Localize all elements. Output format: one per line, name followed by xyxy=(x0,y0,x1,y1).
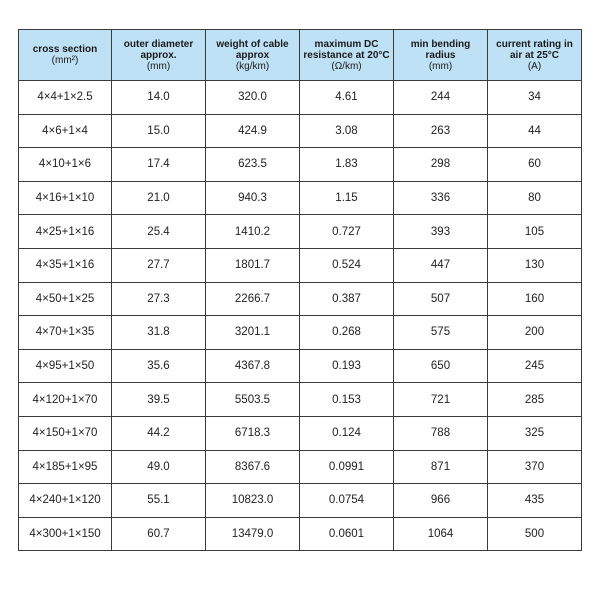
cell-cross-section: 4×240+1×120 xyxy=(19,484,112,518)
header-dc-resistance xyxy=(300,30,394,81)
cell-dc-resistance: 0.153 xyxy=(300,383,394,417)
header-title: weight of cable approx xyxy=(216,38,289,61)
table-row xyxy=(19,282,582,316)
cell-cross-section: 4×185+1×95 xyxy=(19,450,112,484)
cell-dc-resistance: 3.08 xyxy=(300,114,394,148)
header-unit: (mm²) xyxy=(51,55,79,66)
cell-weight: 1410.2 xyxy=(206,215,300,249)
cell-current-rating: 60 xyxy=(488,148,582,182)
cell-weight: 4367.8 xyxy=(206,349,300,383)
cable-spec-table-container xyxy=(18,29,581,551)
header-title: outer diameter approx. xyxy=(123,38,194,61)
header-bending-radius xyxy=(394,30,488,81)
table-header xyxy=(19,30,582,81)
cell-current-rating: 130 xyxy=(488,248,582,282)
cell-current-rating: 200 xyxy=(488,316,582,350)
table-row xyxy=(19,383,582,417)
cell-weight: 13479.0 xyxy=(206,517,300,551)
cell-weight: 940.3 xyxy=(206,181,300,215)
cell-weight: 10823.0 xyxy=(206,484,300,518)
header-title: current rating in air at 25°C xyxy=(496,38,573,61)
cell-cross-section: 4×4+1×2.5 xyxy=(19,81,112,115)
cell-current-rating: 245 xyxy=(488,349,582,383)
cell-outer-diameter: 60.7 xyxy=(112,517,206,551)
header-title: maximum DC resistance at 20°C xyxy=(303,38,390,61)
cell-outer-diameter: 21.0 xyxy=(112,181,206,215)
cell-dc-resistance: 0.268 xyxy=(300,316,394,350)
cell-cross-section: 4×10+1×6 xyxy=(19,148,112,182)
cell-dc-resistance: 0.524 xyxy=(300,248,394,282)
cell-bending-radius: 966 xyxy=(394,484,488,518)
cell-outer-diameter: 39.5 xyxy=(112,383,206,417)
cell-outer-diameter: 17.4 xyxy=(112,148,206,182)
table-row xyxy=(19,215,582,249)
cell-dc-resistance: 0.193 xyxy=(300,349,394,383)
table-row xyxy=(19,517,582,551)
header-cross-section xyxy=(19,30,112,81)
cell-dc-resistance: 0.0601 xyxy=(300,517,394,551)
cell-bending-radius: 263 xyxy=(394,114,488,148)
cell-bending-radius: 575 xyxy=(394,316,488,350)
header-unit: (A) xyxy=(527,60,542,72)
table-row xyxy=(19,416,582,450)
cell-current-rating: 80 xyxy=(488,181,582,215)
cell-current-rating: 105 xyxy=(488,215,582,249)
cell-weight: 3201.1 xyxy=(206,316,300,350)
header-row xyxy=(19,30,582,81)
header-unit: (kg/km) xyxy=(235,60,270,72)
table-row xyxy=(19,81,582,115)
cell-weight: 6718.3 xyxy=(206,416,300,450)
cell-bending-radius: 447 xyxy=(394,248,488,282)
table-body xyxy=(19,81,582,551)
cell-current-rating: 325 xyxy=(488,416,582,450)
cell-cross-section: 4×35+1×16 xyxy=(19,248,112,282)
table-row xyxy=(19,181,582,215)
table-row xyxy=(19,114,582,148)
header-unit: (Ω/km) xyxy=(331,60,362,72)
header-unit: (mm) xyxy=(146,60,171,72)
table-row xyxy=(19,316,582,350)
cell-cross-section: 4×300+1×150 xyxy=(19,517,112,551)
cell-bending-radius: 393 xyxy=(394,215,488,249)
cell-bending-radius: 721 xyxy=(394,383,488,417)
header-title: cross section xyxy=(32,44,98,55)
cell-weight: 1801.7 xyxy=(206,248,300,282)
cell-outer-diameter: 27.3 xyxy=(112,282,206,316)
cell-dc-resistance: 0.124 xyxy=(300,416,394,450)
cell-bending-radius: 788 xyxy=(394,416,488,450)
cell-weight: 320.0 xyxy=(206,81,300,115)
cell-weight: 424.9 xyxy=(206,114,300,148)
cell-current-rating: 500 xyxy=(488,517,582,551)
cell-cross-section: 4×6+1×4 xyxy=(19,114,112,148)
table-row xyxy=(19,484,582,518)
cell-outer-diameter: 44.2 xyxy=(112,416,206,450)
cell-weight: 2266.7 xyxy=(206,282,300,316)
cell-cross-section: 4×120+1×70 xyxy=(19,383,112,417)
cell-cross-section: 4×70+1×35 xyxy=(19,316,112,350)
cell-outer-diameter: 31.8 xyxy=(112,316,206,350)
cell-dc-resistance: 1.15 xyxy=(300,181,394,215)
cell-outer-diameter: 35.6 xyxy=(112,349,206,383)
cell-bending-radius: 507 xyxy=(394,282,488,316)
cell-outer-diameter: 15.0 xyxy=(112,114,206,148)
cell-outer-diameter: 55.1 xyxy=(112,484,206,518)
cell-bending-radius: 1064 xyxy=(394,517,488,551)
header-title: min bending radius xyxy=(410,38,471,61)
cell-dc-resistance: 0.0754 xyxy=(300,484,394,518)
cell-weight: 8367.6 xyxy=(206,450,300,484)
table-row xyxy=(19,450,582,484)
cell-current-rating: 44 xyxy=(488,114,582,148)
cell-dc-resistance: 4.61 xyxy=(300,81,394,115)
cell-current-rating: 370 xyxy=(488,450,582,484)
cell-dc-resistance: 0.727 xyxy=(300,215,394,249)
table-row xyxy=(19,148,582,182)
cell-current-rating: 435 xyxy=(488,484,582,518)
header-weight xyxy=(206,30,300,81)
cell-bending-radius: 336 xyxy=(394,181,488,215)
cable-spec-table xyxy=(18,29,582,551)
header-current-rating xyxy=(488,30,582,81)
cell-outer-diameter: 27.7 xyxy=(112,248,206,282)
cell-current-rating: 34 xyxy=(488,81,582,115)
cell-dc-resistance: 0.0991 xyxy=(300,450,394,484)
header-unit: (mm) xyxy=(428,60,453,72)
cell-dc-resistance: 1.83 xyxy=(300,148,394,182)
cell-weight: 623.5 xyxy=(206,148,300,182)
cell-outer-diameter: 25.4 xyxy=(112,215,206,249)
header-outer-diameter xyxy=(112,30,206,81)
table-row xyxy=(19,349,582,383)
cell-current-rating: 160 xyxy=(488,282,582,316)
cell-bending-radius: 298 xyxy=(394,148,488,182)
cell-cross-section: 4×50+1×25 xyxy=(19,282,112,316)
cell-cross-section: 4×16+1×10 xyxy=(19,181,112,215)
cell-bending-radius: 244 xyxy=(394,81,488,115)
cell-outer-diameter: 14.0 xyxy=(112,81,206,115)
cell-cross-section: 4×25+1×16 xyxy=(19,215,112,249)
cell-cross-section: 4×150+1×70 xyxy=(19,416,112,450)
cell-outer-diameter: 49.0 xyxy=(112,450,206,484)
cell-cross-section: 4×95+1×50 xyxy=(19,349,112,383)
cell-dc-resistance: 0.387 xyxy=(300,282,394,316)
cell-bending-radius: 650 xyxy=(394,349,488,383)
cell-weight: 5503.5 xyxy=(206,383,300,417)
table-row xyxy=(19,248,582,282)
cell-bending-radius: 871 xyxy=(394,450,488,484)
cell-current-rating: 285 xyxy=(488,383,582,417)
